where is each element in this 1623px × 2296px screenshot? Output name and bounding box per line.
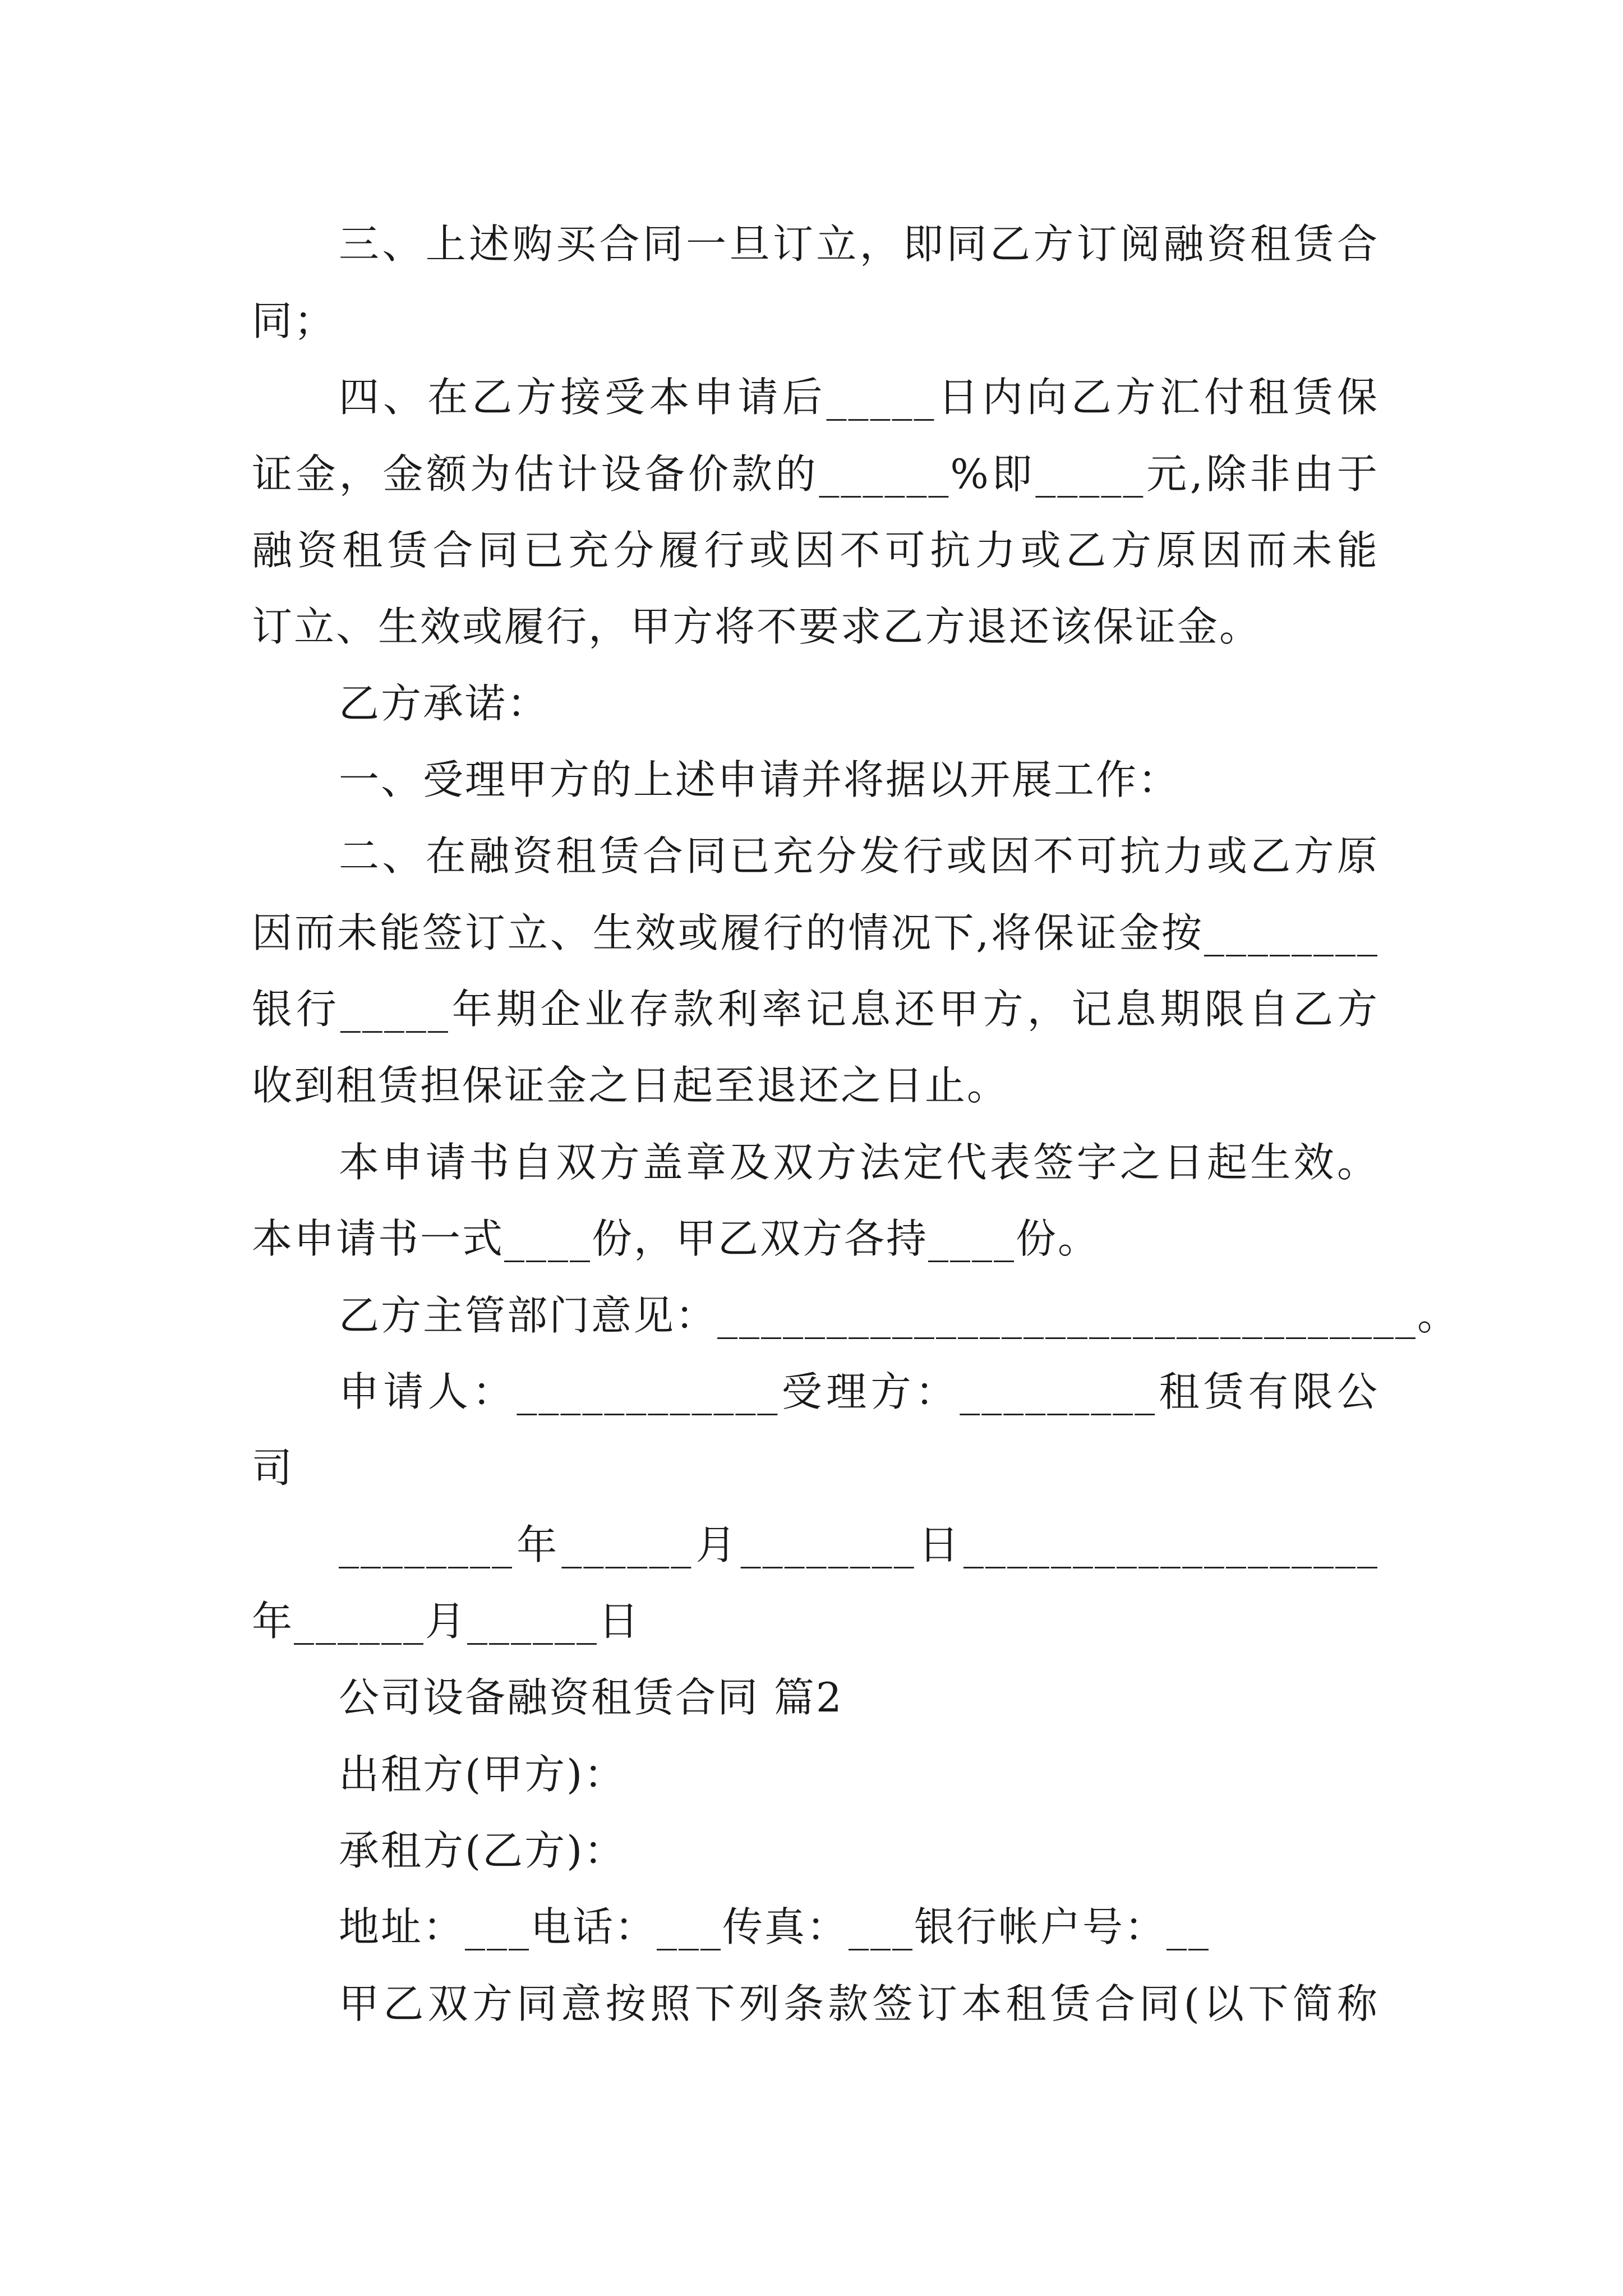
section-title: 公司设备融资租赁合同 篇2: [339, 1674, 843, 1721]
commitment-two-line-4: 收到租赁担保证金之日起至退还之日止。: [252, 1062, 1009, 1109]
commitment-two-line-2: 因而未能签订立、生效或履行的情况下,将保证金按________: [252, 909, 1379, 956]
clause-four-line-2: 证金，金额为估计设备价款的______%即_____元,除非由于: [252, 450, 1379, 498]
agreement-intro-line: 甲乙双方同意按照下列条款签订本租赁合同(以下简称: [339, 1980, 1379, 2027]
effective-clause-line-2: 本申请书一式____份，甲乙双方各持____份。: [252, 1215, 1100, 1262]
effective-clause-line-1: 本申请书自双方盖章及双方法定代表签字之日起生效。: [339, 1139, 1379, 1186]
commitment-one-line: 一、受理甲方的上述申请并将据以开展工作：: [339, 756, 1181, 803]
applicant-signature-line-2: 司: [252, 1444, 294, 1492]
date-line-2: 年______月______日: [252, 1598, 641, 1645]
commitment-two-line-1: 二、在融资租赁合同已充分发行或因不可抗力或乙方原: [339, 832, 1379, 880]
date-line-1: ________年______月________日___________________: [339, 1521, 1380, 1568]
applicant-signature-line-1: 申请人：____________受理方：_________租赁有限公: [339, 1368, 1379, 1415]
lessee-line: 承租方(乙方)：: [339, 1827, 626, 1874]
clause-four-line-3: 融资租赁合同已充分履行或因不可抗力或乙方原因而未能: [252, 527, 1379, 574]
party-b-commitment-heading: 乙方承诺：: [339, 680, 550, 727]
commitment-two-line-3: 银行_____年期企业存款利率记息还甲方，记息期限自乙方: [252, 986, 1379, 1033]
department-opinion-line: 乙方主管部门意见：________________________________。: [339, 1292, 1460, 1339]
clause-four-line-1: 四、在乙方接受本申请后_____日内向乙方汇付租赁保: [339, 374, 1379, 421]
contact-info-line: 地址：___电话：___传真：___银行帐户号：__: [339, 1903, 1211, 1950]
lessor-line: 出租方(甲方)：: [339, 1751, 626, 1798]
clause-three-line-2: 同；: [252, 297, 336, 344]
clause-three-line-1: 三、上述购买合同一旦订立，即同乙方订阅融资租赁合: [339, 220, 1379, 268]
clause-four-line-4: 订立、生效或履行，甲方将不要求乙方退还该保证金。: [252, 603, 1262, 650]
